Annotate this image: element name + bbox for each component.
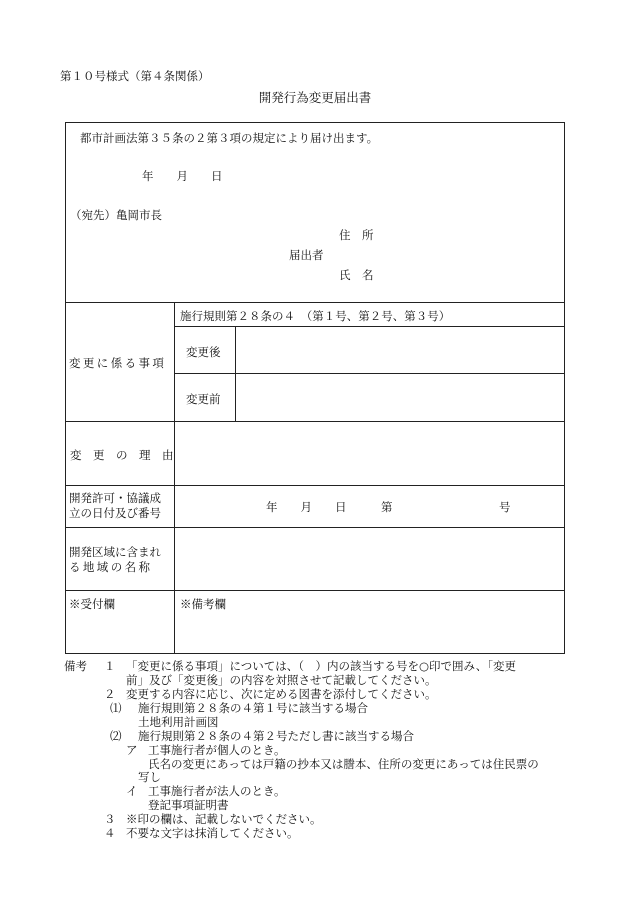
item-i-document: 登記事項証明書 bbox=[148, 798, 229, 812]
table-right-border bbox=[564, 122, 565, 654]
note-1-line2: 前」及び「変更後」の内容を対照させて記載してください。 bbox=[126, 673, 437, 687]
address-label: 住 所 bbox=[339, 228, 374, 242]
reception-label: ※受付欄 bbox=[69, 597, 115, 611]
note-2-number: ２ bbox=[104, 687, 116, 701]
row-divider bbox=[65, 485, 565, 486]
remarks-label: ※備考欄 bbox=[180, 597, 226, 611]
permit-label-line2: 立の日付及び番号 bbox=[69, 506, 161, 520]
reason-label: 変 更 の 理 由 bbox=[70, 448, 174, 462]
document-title: 開発行為変更届出書 bbox=[258, 90, 372, 105]
table-bottom-border bbox=[65, 653, 565, 654]
item-i-number: イ bbox=[126, 784, 138, 798]
before-label: 変更前 bbox=[186, 392, 221, 406]
rule-reference: 施行規則第２８条の４ （第１号、第２号、第３号） bbox=[180, 309, 451, 323]
row-divider bbox=[65, 590, 565, 591]
item-a-document-line2: 写し bbox=[138, 770, 161, 784]
note-3-text: ※印の欄は、記載しないでください。 bbox=[126, 812, 322, 826]
item-i-text: 工事施行者が法人のとき。 bbox=[148, 784, 286, 798]
item-a-text: 工事施行者が個人のとき。 bbox=[148, 743, 286, 757]
table-left-border bbox=[65, 122, 66, 654]
note-1-number: １ bbox=[104, 659, 116, 673]
note-2-text: 変更する内容に応じ、次に定める図書を添付してください。 bbox=[126, 687, 437, 701]
change-items-label: 変更に係る事項 bbox=[69, 356, 167, 370]
before-value-field[interactable] bbox=[236, 374, 564, 421]
name-label: 氏 名 bbox=[339, 268, 374, 282]
row-divider bbox=[65, 302, 565, 303]
note-3-number: ３ bbox=[104, 812, 116, 826]
statement: 都市計画法第３５条の２第３項の規定により届け出ます。 bbox=[80, 131, 379, 145]
area-name-field[interactable] bbox=[175, 528, 564, 590]
addressee: （宛先）亀岡市長 bbox=[70, 208, 162, 222]
note-1-line1: 「変更に係る事項」については、（ ）内の該当する号を○印で囲み、「変更 bbox=[126, 659, 516, 673]
note-2-2-text: 施行規則第２８条の４第２号ただし書に該当する場合 bbox=[138, 729, 414, 743]
table-top-border bbox=[65, 122, 565, 123]
note-4-text: 不要な文字は抹消してください。 bbox=[126, 826, 299, 840]
note-2-1-text: 施行規則第２８条の４第１号に該当する場合 bbox=[138, 701, 368, 715]
permit-number-suffix: 号 bbox=[499, 500, 511, 514]
notes-heading: 備考 bbox=[64, 659, 87, 673]
reason-field[interactable] bbox=[175, 422, 564, 485]
after-value-field[interactable] bbox=[236, 327, 564, 373]
note-4-number: ４ bbox=[104, 826, 116, 840]
date-line: 年 月 日 bbox=[142, 169, 223, 183]
notifier-label: 届出者 bbox=[289, 248, 324, 262]
note-2-1-document: 土地利用計画図 bbox=[138, 715, 219, 729]
permit-label-line1: 開発許可・協議成 bbox=[69, 491, 161, 505]
note-2-1-number: ⑴ bbox=[110, 701, 122, 715]
area-label-line1: 開発区域に含まれ bbox=[69, 545, 161, 559]
item-a-document-line1: 氏名の変更にあっては戸籍の抄本又は謄本、住所の変更にあっては住民票の bbox=[148, 757, 539, 771]
form-number: 第１０号様式（第４条関係） bbox=[60, 69, 210, 83]
area-label-line2: る地域の名称 bbox=[69, 560, 153, 574]
after-label: 変更後 bbox=[186, 345, 221, 359]
note-2-2-number: ⑵ bbox=[110, 729, 122, 743]
permit-date: 年 月 日 第 bbox=[266, 500, 393, 514]
item-a-number: ア bbox=[126, 743, 138, 757]
